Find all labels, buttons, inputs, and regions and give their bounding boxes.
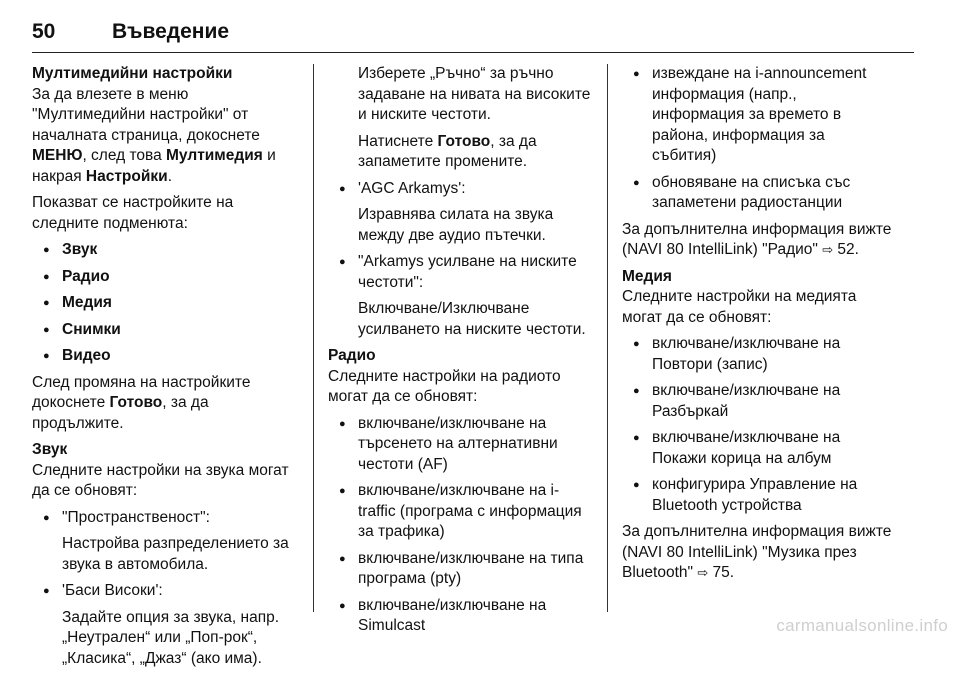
item-title: ● 'Баси Високи': [62,582,163,599]
list-item: ● включване/изключване на Покажи корица на албум [622,428,892,469]
after-change-paragraph [32,373,304,435]
text: , след това [82,147,167,164]
text: За допълнителна информация вижте (NAVI 80 IntelliLink) "Музика през Bluetooth" [622,523,892,581]
item-desc: Задайте опция за звука, напр. „Неутрален“ или „Поп-рок“, „Класика“, „Джаз“ (ако има). [62,608,280,667]
text: . [167,167,172,185]
list-item: ● включване/изключване на типа програма (pty) [328,549,596,590]
page-reference-link[interactable]: 75. [708,564,735,581]
item-desc: Настройва разпределението за звука в автомобила. [62,535,289,573]
item-title: ● "Arkamys усилване на ниските честоти": [358,253,577,291]
sound-intro: Следните настройки на звука могат да се обновят: [32,461,289,499]
list-item: ● Снимки [32,320,304,341]
list-item: ● включване/изключване на търсенето на алтернативни честоти (AF) [328,414,596,476]
submenu-list [32,240,304,367]
text: За допълнителна информация вижте (NAVI 80 IntelliLink) "Радио" [622,220,892,258]
submenus-intro: Показват се настройките на следните подменюта: [32,194,234,232]
media-intro: Следните настройки на медията могат да се обновят: [622,288,857,326]
list-item: ● включване/изключване на Разбъркай [622,381,892,422]
menu-keyword: МЕНЮ [32,147,83,164]
page-reference-link[interactable]: 52. [833,241,859,258]
item-desc: Изравнява силата на звука между две аудио пътечки. [358,206,554,244]
list-item [32,508,304,576]
column-1 [32,64,304,675]
page-number: 50 [32,20,56,43]
list-item: ● Звук [32,240,304,261]
text: , за да запаметите промените. [358,132,537,170]
list-item [328,179,596,247]
text: Натиснете [358,132,438,150]
text: След промяна на настройките докоснете [32,373,251,411]
list-item [328,252,596,340]
sound-list-continued [328,179,596,341]
media-list [622,334,892,516]
text: , за да продължите. [32,394,209,432]
column-divider [313,64,314,612]
manual-paragraph: Изберете „Ръчно“ за ръчно задаване на нивата на високите и ниските честоти. [358,65,591,123]
text: и накрая [32,147,276,185]
section-heading-radio: Радио [328,347,376,364]
list-item: ● включване/изключване на Simulcast [328,596,596,637]
radio-list-continued [622,64,892,214]
list-item: ● конфигурира Управление на Bluetooth устройства [622,475,892,516]
list-item [32,581,304,669]
list-item: ● включване/изключване на Повтори (запис) [622,334,892,375]
radio-reference [622,220,892,261]
media-reference [622,522,892,584]
sound-list [32,508,304,670]
page-header [32,18,914,53]
item-desc: Включване/Изключване усилването на ниските честоти. [358,300,586,338]
item-title: ● 'AGC Arkamys': [358,179,466,197]
done-keyword: Готово [109,394,163,411]
column-2 [328,64,596,643]
list-item: ● обновяване на списъка със запаметени радиостанции [622,173,892,214]
list-item: ● извеждане на i-announcement информация (напр., информация за времето в района, информация за събития) [622,64,892,167]
list-item: ● включване/изключване на i-traffic (програма с информация за трафика) [328,481,596,543]
section-heading-multimedia-settings: Мултимедийни настройки [32,65,233,82]
page-reference-arrow-icon: ⇨ [697,565,709,580]
section-heading-sound: Звук [32,441,68,458]
radio-intro: Следните настройки на радиото могат да се обновят: [328,367,561,405]
settings-keyword: Настройки [85,167,168,185]
section-heading-media: Медия [622,267,672,285]
watermark: carmanualsonline.info [776,616,948,635]
done-keyword: Готово [437,132,491,150]
item-title: ● "Пространственост": [62,508,210,526]
page-reference-arrow-icon: ⇨ [822,242,834,257]
page-title: Въведение [112,20,230,43]
multimedia-keyword: Мултимедия [166,147,263,164]
intro-paragraph [32,85,304,188]
radio-list [328,414,596,637]
list-item: ● Медия [32,293,304,314]
list-item: ● Видео [32,346,304,367]
list-item: ● Радио [32,267,304,288]
column-divider [607,64,608,612]
save-paragraph [328,132,596,173]
text: За да влезете в меню "Мултимедийни настройки" от началната страница, докоснете [32,85,260,144]
column-3 [622,64,892,590]
